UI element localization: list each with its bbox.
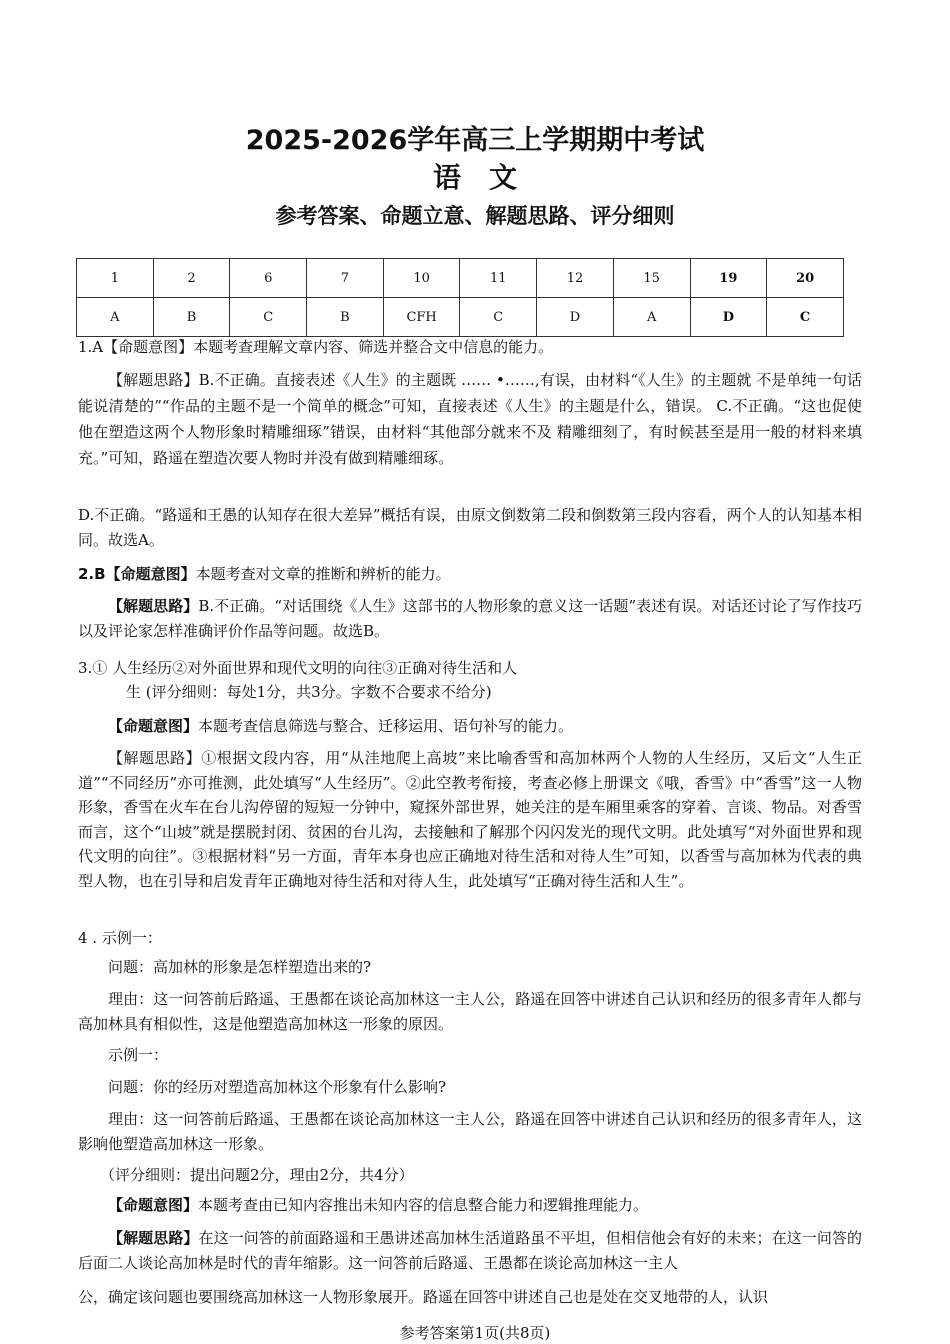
- question-number-cell: 2: [153, 259, 230, 298]
- answer-cell: C: [230, 298, 307, 337]
- q4-scoring: （评分细则：提出问题2分，理由2分，共4分）: [100, 1166, 414, 1184]
- page-footer: 参考答案第1页(共8页): [399, 1324, 551, 1342]
- question-number-cell: 1: [77, 259, 154, 298]
- q1-option-d: D.不正确。“路遥和王愚的认知存在很大差异”概括有误，由原文倒数第二段和倒数第三段内容看，两个人的认知基本相同。故选A。: [78, 506, 862, 549]
- q2-number: 2.B: [78, 565, 106, 583]
- intent-text: 本题考查理解文章内容、筛选并整合文中信息的能力。: [193, 338, 554, 356]
- answer-cell: CFH: [383, 298, 460, 337]
- question-row: [77, 259, 844, 298]
- intent-text: 本题考查信息筛选与整合、迁移运用、语句补写的能力。: [198, 717, 574, 735]
- intent-label: 【命题意图】: [108, 717, 199, 735]
- q4-analysis: [78, 1226, 862, 1276]
- q4-question-1: 问题：高加林的形象是怎样塑造出来的?: [108, 958, 372, 976]
- answer-cell: C: [767, 298, 844, 337]
- q1-intent: [78, 335, 862, 360]
- q4-intent: [78, 1193, 862, 1218]
- question-number-cell: 6: [230, 259, 307, 298]
- answer-cell: B: [153, 298, 230, 337]
- intent-label: 【命题意图】: [105, 565, 196, 583]
- q1-analysis: [78, 367, 862, 471]
- question-number-cell: 15: [613, 259, 690, 298]
- intent-label: 【命题意图】: [108, 1196, 199, 1214]
- analysis-label: 【解题思路】: [108, 597, 199, 615]
- answer-cell: D: [537, 298, 614, 337]
- analysis-text: ①根据文段内容，用“从洼地爬上高坡”来比喻香雪和高加林两个人物的人生经历，又后文“人生正道”“不同经历”亦可推测，此处填写“人生经历”。②此空教考衔接，考查必修上册课文《哦，香雪》中“香雪”这一人物形象，香雪在火车在台儿沟停留的短短一分钟中，窥探外部世界，她关注的是车厢里乘客的穿着、言谈、物品。对香雪而言，这个“山坡”就是摆脱封闭、贫困的台儿沟，去接触和了解那个闪闪发光的现代文明。此处填写“对外面世界和现代文明的向往”。③根据材料“另一方面，青年本身也应正确地对待生活和对待人生”可知，以香雪与高加林为代表的典型人物，也在引导和启发青年正确地对待生活和对待人生，此处填写“正确对待生活和人生”。: [78, 749, 862, 890]
- intent-text: 本题考查由已知内容推出未知内容的信息整合能力和逻辑推理能力。: [198, 1196, 649, 1214]
- q3-answer-line2: 生 (评分细则：每处1分，共3分。字数不合要求不给分): [126, 683, 492, 701]
- answer-cell: D: [690, 298, 767, 337]
- q2-analysis: [78, 594, 862, 644]
- q4-reason-2: 理由：这一问答前后路遥、王愚都在谈论高加林这一主人公，路遥在回答中讲述自己认识和经历的很多青年人，这影响他塑造高加林这一形象。: [78, 1110, 862, 1153]
- q4-head: 4 . 示例一：: [78, 929, 162, 947]
- subtitle: 参考答案、命题立意、解题思路、评分细则: [275, 204, 675, 228]
- answer-table: [76, 258, 844, 337]
- intent-text: 本题考查对文章的推断和辨析的能力。: [195, 565, 451, 583]
- analysis-label: 【解题思路】: [108, 1229, 199, 1247]
- answer-row: [77, 298, 844, 337]
- question-number-cell: 12: [537, 259, 614, 298]
- exam-title: 2025-2026学年高三上学期期中考试: [245, 125, 705, 156]
- answer-cell: A: [77, 298, 154, 337]
- question-number-cell: 11: [460, 259, 537, 298]
- q2-intent: [78, 562, 862, 587]
- analysis-text: 在这一问答的前面路遥和王愚讲述高加林生活道路虽不平坦，但相信他会有好的未来；在这一问答的后面二人谈论高加林是时代的青年缩影。这一问答前后路遥、王愚都在谈论高加林这一主人: [78, 1229, 862, 1272]
- answer-cell: B: [307, 298, 384, 337]
- question-number-cell: 20: [767, 259, 844, 298]
- analysis-label: 【解题思路】: [108, 749, 202, 767]
- analysis-text: B.不正确。“对话围绕《人生》这部书的人物形象的意义这一话题”表述有误。对话还讨论了写作技巧以及评论家怎样准确评价作品等问题。故选B。: [78, 597, 862, 640]
- question-number-cell: 10: [383, 259, 460, 298]
- intent-label: 【命题意图】: [103, 338, 194, 356]
- answer-cell: A: [613, 298, 690, 337]
- q4-question-2: 问题：你的经历对塑造高加林这个形象有什么影响?: [108, 1078, 447, 1096]
- question-number-cell: 7: [307, 259, 384, 298]
- answer-cell: C: [460, 298, 537, 337]
- question-number-cell: 19: [690, 259, 767, 298]
- analysis-label: 【解题思路】: [108, 371, 199, 389]
- q3-analysis: [78, 746, 862, 893]
- subject-title: 语 文: [432, 161, 517, 194]
- q3-answer-line1: 3.① 人生经历②对外面世界和现代文明的向往③正确对待生活和人: [78, 659, 518, 677]
- q3-intent: [78, 714, 862, 739]
- q1-number: 1.A: [78, 338, 104, 356]
- analysis-text: B.不正确。直接表述《人生》的主题既 …… •……,有误，由材料“《人生》的主题就 不是单纯一句话能说清楚的”“作品的主题不是一个简单的概念”可知，直接表述《人生》的主题是什么，错误。 C.不正确。“这也促使他在塑造这两个人物形象时精雕细琢”错误，由材料“其他部分就来不及 精雕细刻了，有时候甚至是用一般的材料来填充。”可知，路遥在塑造次要人物时并没有做到精雕细琢。: [78, 371, 862, 467]
- q4-analysis-continued: 公，确定该问题也要围绕高加林这一人物形象展开。路遥在回答中讲述自己也是处在交叉地带的人，认识: [78, 1288, 769, 1306]
- q4-example-2: 示例一：: [108, 1046, 169, 1064]
- q4-reason-1: 理由：这一问答前后路遥、王愚都在谈论高加林这一主人公，路遥在回答中讲述自己认识和经历的很多青年人都与高加林具有相似性，这是他塑造高加林这一形象的原因。: [78, 990, 862, 1033]
